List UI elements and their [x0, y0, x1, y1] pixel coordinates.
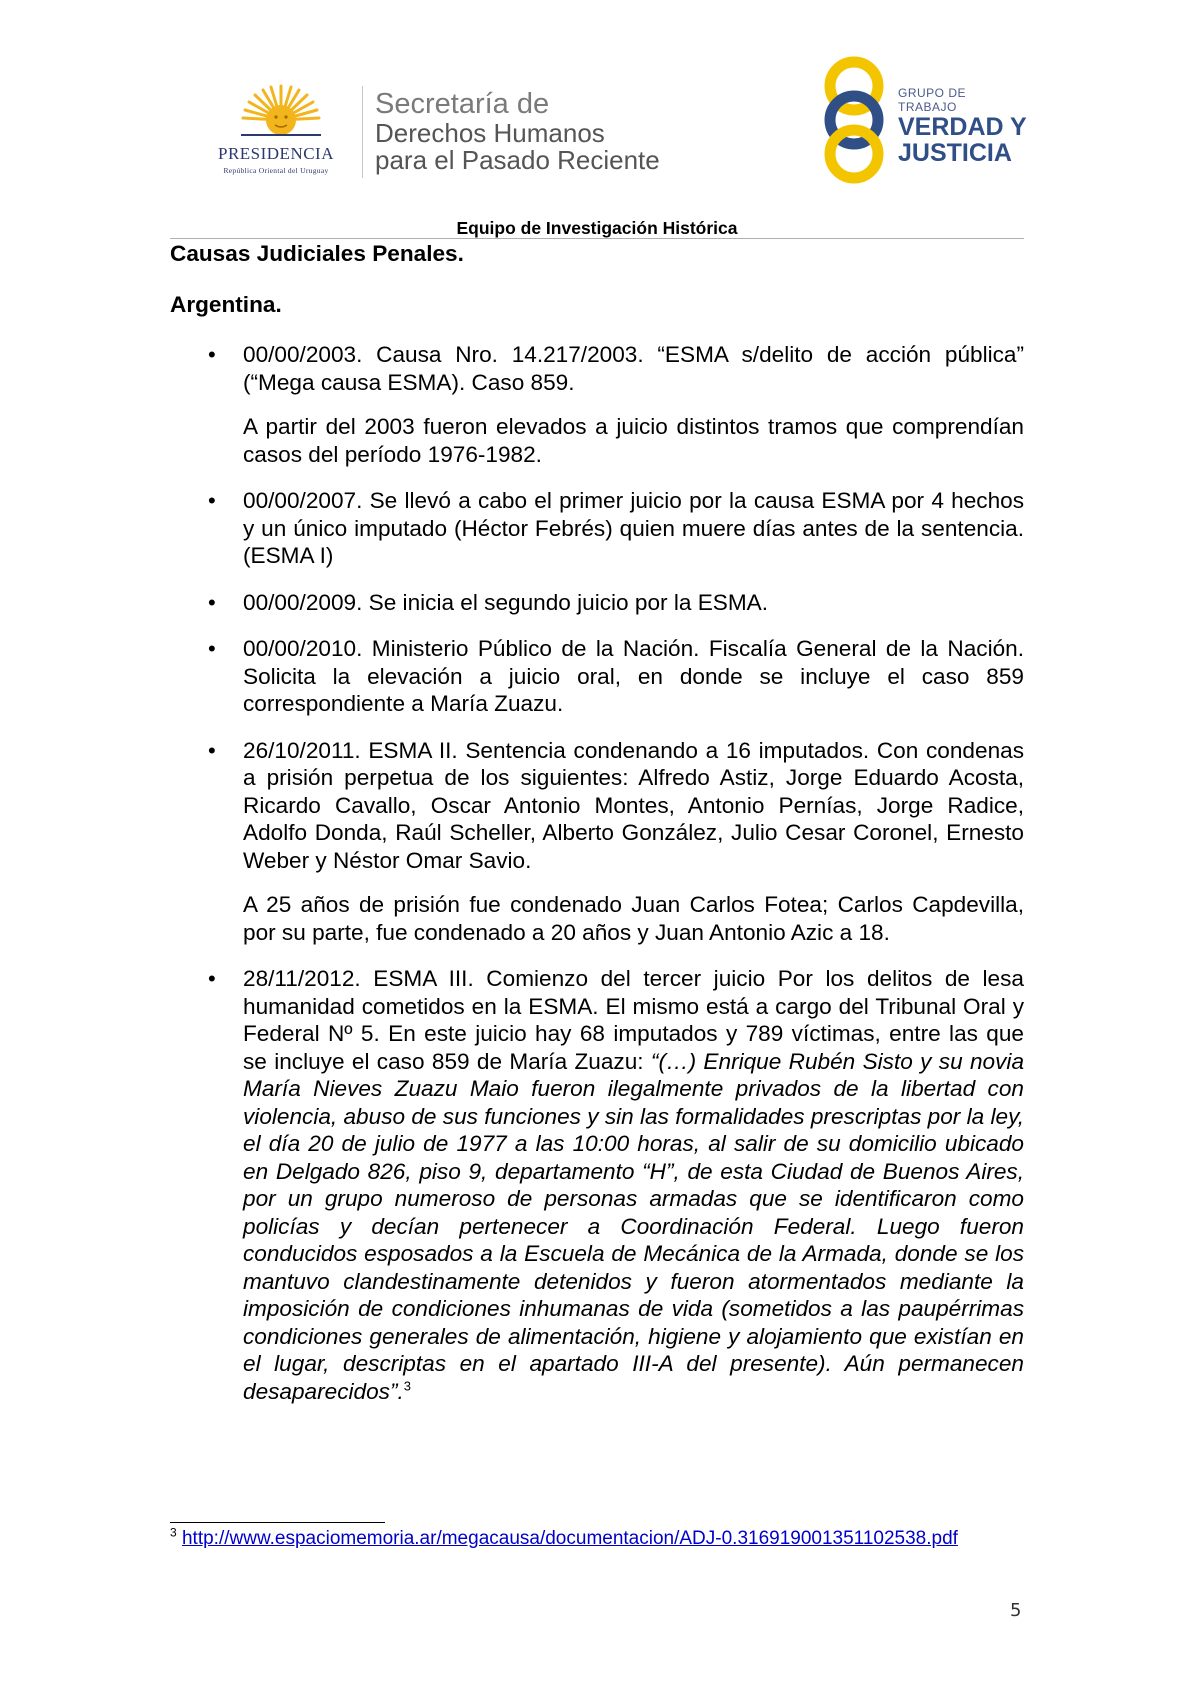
section-heading: Causas Judiciales Penales.	[170, 241, 464, 266]
presidencia-name: PRESIDENCIA	[217, 144, 334, 163]
verdad-justicia-logo	[818, 56, 1028, 184]
bullet-icon: •	[208, 966, 216, 991]
case-list	[170, 341, 1024, 1405]
footnote-link[interactable]: http://www.espaciomemoria.ar/megacausa/documentacion/ADJ-0.316919001351102538.pdf	[181, 1528, 958, 1549]
footnote-rule	[170, 1522, 385, 1523]
logo-divider	[362, 86, 363, 178]
list-item	[170, 635, 1024, 718]
item-text: 00/00/2010. Ministerio Público de la Nación. Fiscalía General de la Nación. Solicita la elevación a juicio oral, en donde se incluye el caso 859 correspondiente a María Zuazu.	[243, 636, 1024, 716]
bullet-icon: •	[208, 737, 216, 763]
list-item	[170, 589, 1024, 617]
secretaria-line-2: Derechos Humanos	[375, 118, 605, 148]
sun-icon	[241, 82, 321, 142]
presidencia-logo	[196, 82, 356, 182]
page-header	[0, 0, 1190, 230]
document-body	[170, 240, 1024, 1424]
page-number: 5	[1010, 1600, 1022, 1621]
item-subtext: A 25 años de prisión fue condenado Juan Carlos Fotea; Carlos Capdevilla, por su parte, fue condenado a 20 años y Juan Antonio Azic a 18.	[243, 892, 1024, 945]
item-lead-text: 28/11/2012. ESMA III. Comienzo del tercer juicio Por los delitos de lesa humanidad cometidos en la ESMA. El mismo está a cargo del Tribunal Oral y Federal Nº 5. En este juicio hay 68 imputados y 789 víctimas, entre las que se incluye el caso 859 de María Zuazu:	[243, 966, 1024, 1074]
item-text: 00/00/2003. Causa Nro. 14.217/2003. “ESMA s/delito de acción pública” (“Mega causa ESMA). Caso 859.	[243, 342, 1024, 395]
item-text: 26/10/2011. ESMA II. Sentencia condenando a 16 imputados. Con condenas a prisión perpetua de los siguientes: Alfredo Astiz, Jorge Eduardo Acosta, Ricardo Cavallo, Oscar Antonio Montes, Antonio Pernías, Jorge Radice, Adolfo Donda, Raúl Scheller, Alberto González, Julio Cesar Coronel, Ernesto Weber y Néstor Omar Savio.	[243, 737, 1024, 873]
footnote-number: 3	[170, 1525, 177, 1540]
bullet-icon: •	[208, 342, 216, 367]
grupo-line-2: VERDAD Y	[898, 113, 1027, 141]
secretaria-logo	[375, 88, 660, 174]
bullet-icon: •	[208, 488, 216, 513]
footnote	[170, 1525, 958, 1550]
item-text	[243, 965, 1024, 1405]
header-rule	[170, 238, 1024, 239]
grupo-line-3: JUSTICIA	[898, 139, 1012, 167]
list-item	[170, 487, 1024, 570]
footnote-ref[interactable]: 3	[403, 1377, 411, 1393]
item-text: 00/00/2009. Se inicia el segundo juicio por la ESMA.	[243, 589, 769, 615]
list-item	[170, 965, 1024, 1405]
bullet-icon: •	[208, 636, 216, 661]
grupo-line-1: GRUPO DE TRABAJO	[898, 86, 967, 114]
item-subtext: A partir del 2003 fueron elevados a juicio distintos tramos que comprendían casos del período 1976-1982.	[243, 414, 1024, 467]
running-head: Equipo de Investigación Histórica	[456, 218, 738, 238]
item-quote: “(…) Enrique Rubén Sisto y su novia María Nieves Zuazu Maio fueron ilegalmente privados de la libertad con violencia, abuso de sus funciones y sin las formalidades prescriptas por la ley, el día 20 de julio de 1977 a las 10:00 horas, al salir de su domicilio ubicado en Delgado 826, piso 9, departamento “H”, de esta Ciudad de Buenos Aires, por un grupo numeroso de personas armadas que se identificaron como policías y decían pertenecer a Coordinación Federal. Luego fueron conducidos esposados a la Escuela de Mecánica de la Armada, donde se los mantuvo clandestinamente detenidos y fueron atormentados mediante la imposición de condiciones inhumanas de vida (sometidos a las paupérrimas condiciones generales de alimentación, higiene y alojamiento que existían en el lugar, descriptas en el apartado III-A del presente). Aún permanecen desaparecidos”.	[243, 1048, 1025, 1404]
country-heading: Argentina.	[170, 292, 282, 317]
bullet-icon: •	[208, 589, 216, 615]
rings-icon	[818, 56, 890, 184]
secretaria-line-1: Secretaría de	[375, 88, 550, 120]
item-text: 00/00/2007. Se llevó a cabo el primer juicio por la causa ESMA por 4 hechos y un único imputado (Héctor Febrés) quien muere días antes de la sentencia. (ESMA I)	[243, 488, 1024, 568]
list-item	[170, 341, 1024, 468]
secretaria-line-3: para el Pasado Reciente	[375, 145, 660, 175]
list-item	[170, 737, 1024, 947]
grupo-text	[898, 86, 1028, 166]
presidencia-subtitle: República Oriental del Uruguay	[223, 166, 329, 175]
